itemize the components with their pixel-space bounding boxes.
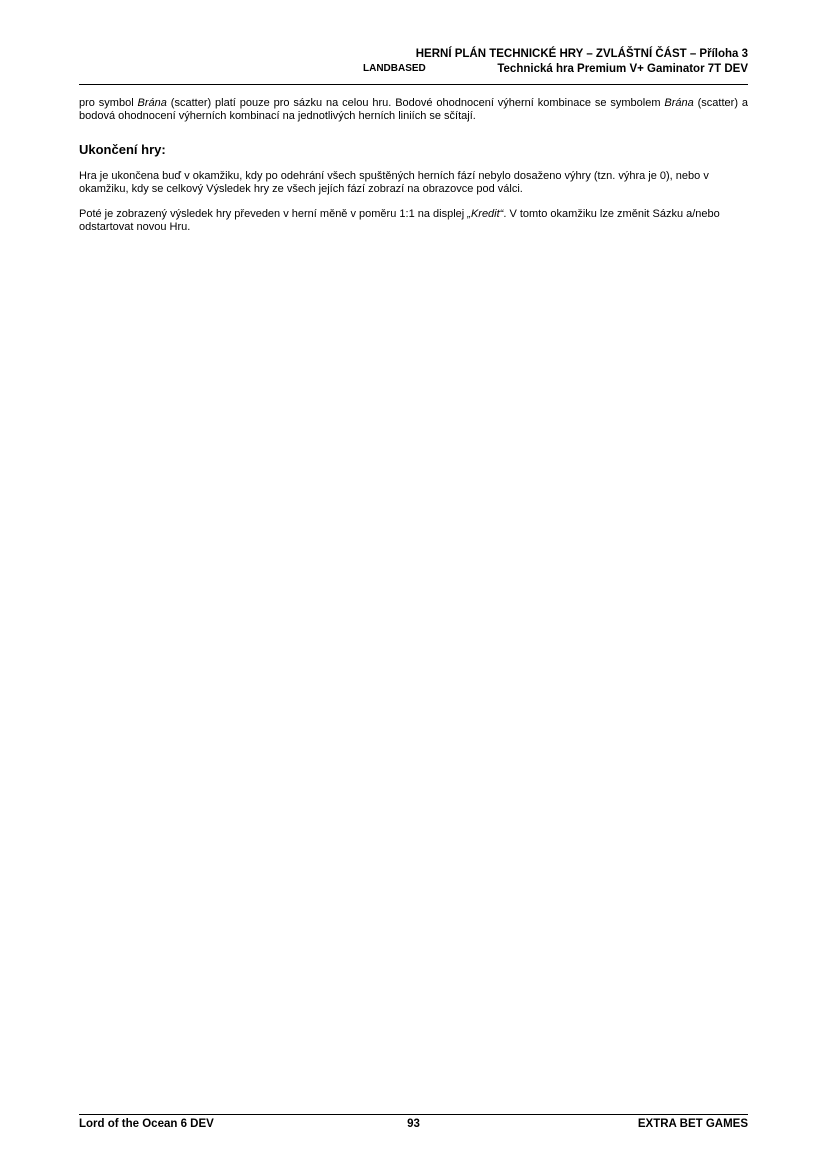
credit-display-name: „Kredit“: [467, 208, 504, 220]
section-heading-game-end: Ukončení hry:: [79, 142, 166, 157]
game-end-paragraph: Hra je ukončena buď v okamžiku, kdy po odehrání všech spuštěných herních fází nebylo dosaženo výhry (tzn. výhra je 0), nebo v okamžiku, kdy se celkový Výsledek hry ze všech jejích fází zobrazí na obrazovce pod válci.: [79, 170, 709, 195]
landbased-label: LANDBASED: [363, 63, 426, 74]
page-number: 93: [407, 1118, 420, 1130]
document-title: HERNÍ PLÁN TECHNICKÉ HRY – ZVLÁŠTNÍ ČÁST – Příloha 3: [415, 48, 748, 60]
result-transfer-paragraph: [79, 208, 748, 233]
footer-company: EXTRA BET GAMES: [637, 1118, 748, 1130]
footer-game-name: Lord of the Ocean 6 DEV: [79, 1118, 214, 1130]
intro-text-2: (scatter) platí pouze pro sázku na celou hru. Bodové ohodnocení výherní kombinace se symbolem: [166, 97, 665, 109]
intro-paragraph: [79, 97, 748, 122]
document-body: [79, 97, 748, 233]
page-footer: [79, 1114, 748, 1135]
transfer-text-2: . V tomto okamžiku lze změnit Sázku a/nebo odstartovat novou Hru.: [79, 208, 720, 233]
intro-text-3: (scatter) a bodová ohodnocení výherních kombinací na jednotlivých herních liniích se sčítají.: [79, 97, 748, 122]
transfer-text-1: Poté je zobrazený výsledek hry převeden v herní měně v poměru 1:1 na displej: [79, 208, 468, 220]
symbol-brana-2: Brána: [664, 97, 694, 109]
page-header: [79, 48, 748, 85]
intro-text-1: pro symbol: [79, 97, 138, 109]
symbol-brana-1: Brána: [137, 97, 167, 109]
product-title: Technická hra Premium V+ Gaminator 7T DEV: [497, 63, 748, 75]
